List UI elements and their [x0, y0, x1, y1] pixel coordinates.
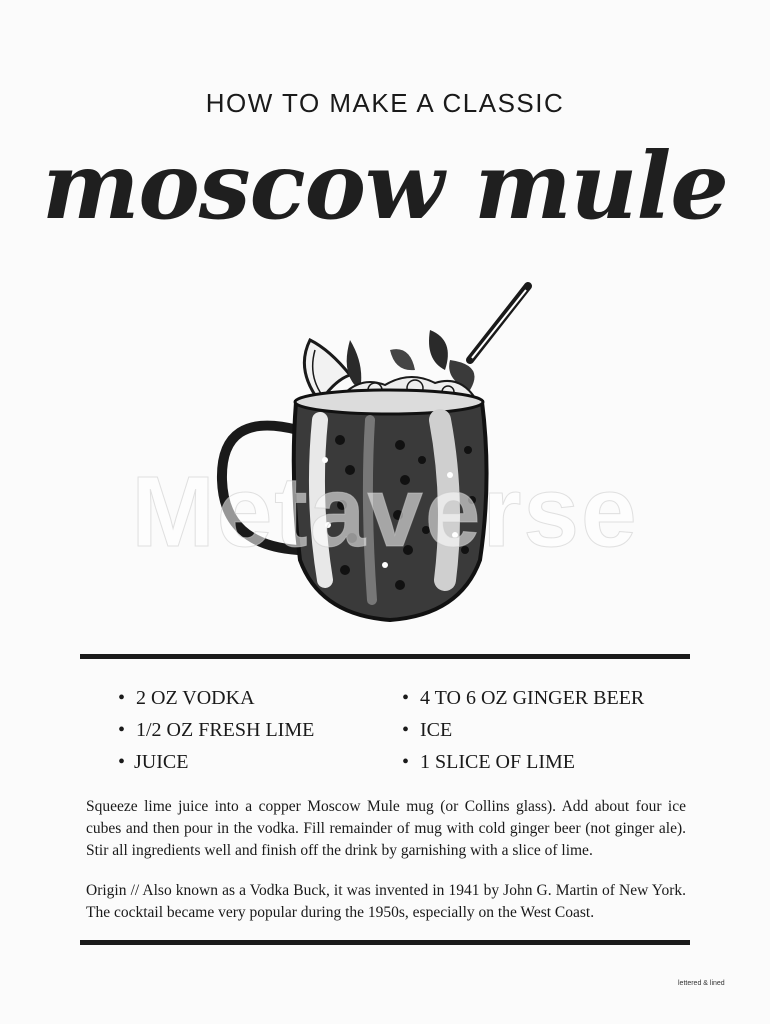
ingredient-item: • 4 TO 6 OZ GINGER BEER: [402, 682, 702, 714]
instructions-paragraph: Squeeze lime juice into a copper Moscow Mule mug (or Collins glass). Add about four ice cubes and then pour in the vodka. Fill remainder of mug with cold ginger beer (not ginger ale). Stir all ingredients well and finish off the drink by garnishing with a slice of lime.: [86, 798, 686, 859]
page-title: moscow mule: [42, 132, 728, 240]
signature: lettered & lined: [678, 980, 725, 987]
ingredients-left-column: [118, 682, 378, 778]
ingredient-item: • 1 SLICE OF LIME: [402, 746, 702, 778]
ingredients-right-column: [402, 682, 702, 778]
watermark: Metaverse: [131, 456, 639, 568]
ingredients-list: [0, 682, 770, 782]
ingredient-item: • 2 OZ VODKA: [118, 682, 378, 714]
ingredient-item: [118, 714, 378, 746]
ingredient-item: • ICE: [402, 714, 702, 746]
origin-paragraph: Origin // Also known as a Vodka Buck, it was invented in 1941 by John G. Martin of New York. The cocktail became very popular during the 1950s, especially on the West Coast.: [86, 882, 686, 921]
top-divider: [80, 654, 690, 659]
ingredient-text: • JUICE: [134, 751, 189, 773]
ingredient-text: 1/2 OZ FRESH LIME: [136, 719, 315, 741]
bottom-divider: [80, 940, 690, 945]
ingredient-item-continuation: [118, 746, 378, 778]
page-subtitle: HOW TO MAKE A CLASSIC: [205, 88, 565, 118]
